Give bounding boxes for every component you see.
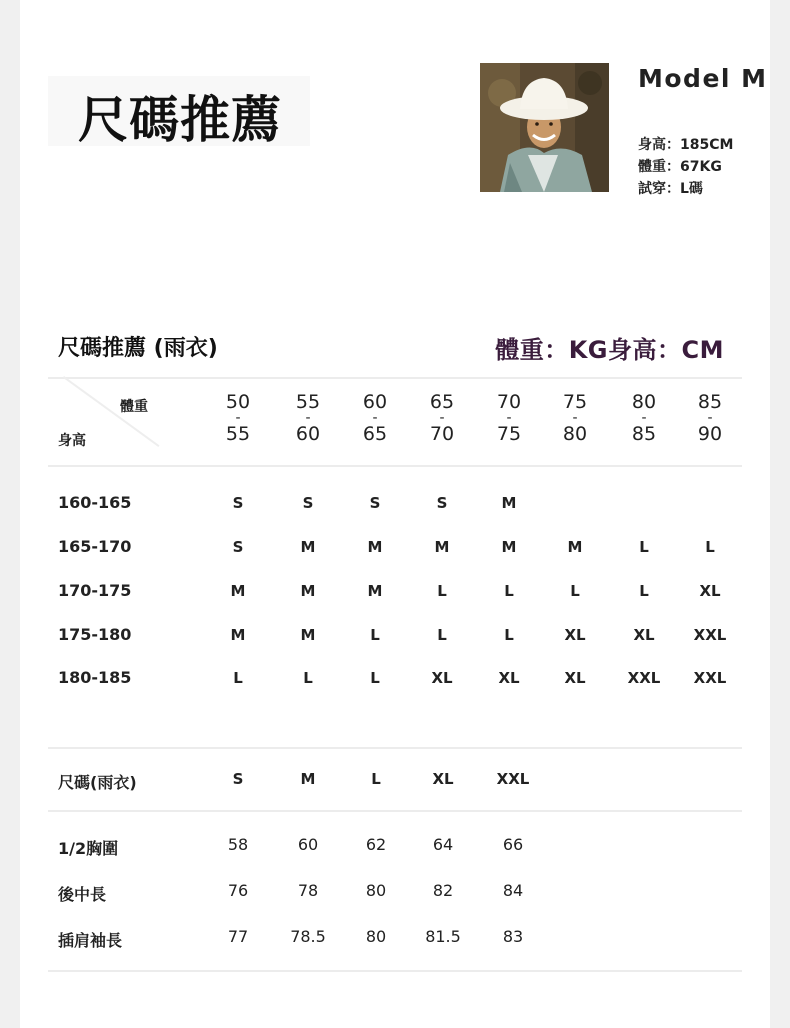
size-cell: XXL [693,669,727,687]
size-cell: S [232,494,244,512]
size-cell: XXL [627,669,661,687]
size-cell: XL [564,626,586,644]
measurement-size-header: S [232,770,244,788]
size-cell: S [436,494,448,512]
measurement-size-header: M [300,770,316,788]
measurement-row-label: 1/2胸圍 [58,839,119,858]
weight-range-from: 80 [631,391,657,413]
size-cell: XL [498,669,520,687]
size-cell: L [639,538,649,556]
size-cell: M [367,582,383,600]
size-cell: L [303,669,313,687]
size-cell: L [233,669,243,687]
height-axis-label: 身高 [58,433,86,449]
weight-range-header [345,393,405,444]
size-cell: L [370,626,380,644]
measurement-value: 77 [227,927,249,946]
size-cell: XL [633,626,655,644]
weight-range-from: 75 [562,391,588,413]
size-cell: M [501,494,517,512]
size-cell: L [705,538,715,556]
size-cell: L [504,582,514,600]
weight-range-header [614,393,674,444]
weight-range-header [545,393,605,444]
range-dash: - [506,410,512,426]
measurement-row-label: 插肩袖長 [58,931,123,950]
range-dash: - [305,410,311,426]
size-cell: M [501,538,517,556]
height-range-label: 180-185 [58,668,132,687]
page-title: 尺碼推薦 [78,91,282,149]
size-cell: S [302,494,314,512]
range-dash: - [235,410,241,426]
height-range-label: 160-165 [58,493,132,512]
weight-range-from: 85 [697,391,723,413]
weight-range-from: 70 [496,391,522,413]
size-cell: L [437,582,447,600]
range-dash: - [641,410,647,426]
weight-range-to: 75 [496,423,522,445]
measurement-value: 84 [502,881,524,900]
size-guide-page [20,0,770,1028]
size-cell: M [367,538,383,556]
measurement-size-header: XXL [496,770,530,788]
size-cell: L [370,669,380,687]
size-cell: XL [431,669,453,687]
range-dash: - [372,410,378,426]
divider [48,970,742,972]
model-size-worn: 試穿：L碼 [638,181,703,197]
divider [48,810,742,812]
model-name: Model M [638,64,768,93]
range-dash: - [439,410,445,426]
size-cell: XXL [693,626,727,644]
weight-range-from: 60 [362,391,388,413]
height-range-label: 175-180 [58,625,132,644]
height-range-label: 165-170 [58,537,132,556]
weight-range-header [479,393,539,444]
size-cell: M [567,538,583,556]
model-height: 身高：185CM [638,137,734,153]
size-cell: XL [699,582,721,600]
range-dash: - [707,410,713,426]
measurement-value: 66 [502,835,524,854]
divider [48,465,742,467]
divider [48,747,742,749]
measurement-row-label: 後中長 [58,885,107,904]
measurement-header-label: 尺碼(雨衣) [58,773,137,792]
size-cell: M [230,626,246,644]
size-cell: M [434,538,450,556]
weight-range-to: 65 [362,423,388,445]
weight-range-from: 55 [295,391,321,413]
measurement-value: 60 [297,835,319,854]
size-cell: L [504,626,514,644]
weight-range-to: 90 [697,423,723,445]
size-cell: L [570,582,580,600]
size-cell: S [232,538,244,556]
model-photo [480,63,609,192]
range-dash: - [572,410,578,426]
measurement-size-header: L [371,770,381,788]
weight-range-from: 65 [429,391,455,413]
size-cell: XL [564,669,586,687]
size-cell: M [230,582,246,600]
measurement-value: 80 [365,927,387,946]
weight-range-to: 80 [562,423,588,445]
weight-range-header [412,393,472,444]
measurement-value: 78 [297,881,319,900]
height-range-label: 170-175 [58,581,132,600]
measurement-value: 82 [432,881,454,900]
weight-range-from: 50 [225,391,251,413]
model-details [638,134,733,200]
size-cell: M [300,582,316,600]
weight-range-to: 60 [295,423,321,445]
measurement-value: 78.5 [290,927,326,946]
measurement-value: 64 [432,835,454,854]
measurement-value: 62 [365,835,387,854]
weight-range-header [208,393,268,444]
divider [48,377,742,379]
measurement-size-header: XL [432,770,454,788]
weight-range-to: 70 [429,423,455,445]
measurement-value: 83 [502,927,524,946]
weight-axis-label: 體重 [120,399,148,415]
size-cell: L [437,626,447,644]
units-label: 體重：KG身高：CM [495,336,724,364]
measurement-value: 80 [365,881,387,900]
size-cell: M [300,626,316,644]
measurement-value: 58 [227,835,249,854]
size-table-title: 尺碼推薦 (雨衣) [58,336,218,361]
size-cell: S [369,494,381,512]
weight-range-header [278,393,338,444]
weight-range-to: 85 [631,423,657,445]
size-cell: L [639,582,649,600]
measurement-value: 76 [227,881,249,900]
model-photo-illustration [480,63,609,192]
model-weight: 體重：67KG [638,159,722,175]
weight-range-to: 55 [225,423,251,445]
weight-range-header [680,393,740,444]
measurement-value: 81.5 [425,927,461,946]
size-cell: M [300,538,316,556]
